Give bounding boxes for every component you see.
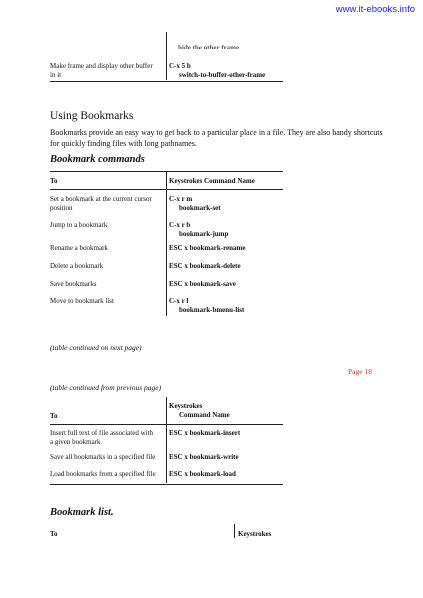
cont-header-keystrokes: Keystrokes (169, 402, 203, 410)
cont-header-keys (169, 402, 230, 420)
top-row-keystrokes: C-x 5 b (169, 62, 191, 70)
bookmark-list-title: Bookmark list. (50, 507, 114, 518)
section-paragraph: Bookmarks provide an easy way to get back to a particular place in a file. They are also handy shortcuts for quickly finding files with long pathnames. (50, 128, 383, 148)
bm-list-divider (234, 524, 235, 538)
bm-table-divider (166, 171, 167, 316)
top-row-keys (169, 62, 265, 80)
bm-row-1-command: bookmark-jump (179, 230, 229, 238)
bm-list-header-to: To (50, 530, 58, 538)
clipped-row-text: hide the other frame (178, 44, 240, 49)
bm-row-0-to (50, 195, 152, 213)
bm-row-1-keystrokes: C-x r b (169, 221, 191, 229)
bm-row-0-keys (169, 195, 221, 213)
bm-row-0-command: bookmark-set (179, 204, 221, 212)
cont-row-0-keys: ESC x bookmark-insert (169, 429, 241, 437)
top-row-to-line1: Make frame and display other buffer (50, 62, 153, 70)
top-row-to (50, 62, 153, 80)
bm-header-to: To (50, 177, 58, 185)
cont-row-0-to-line2: a given bookmark (50, 438, 101, 446)
bm-row-3-keys: ESC x bookmark-delete (169, 262, 241, 270)
bm-row-5-to: Move to bookmark list (50, 297, 114, 305)
bm-row-2-to: Rename a bookmark (50, 244, 108, 252)
bm-row-4-keys: ESC x bookmark-save (169, 280, 236, 288)
bm-row-4-to: Save bookmarks (50, 280, 97, 288)
cont-row-1-keys: ESC x bookmark-write (169, 453, 239, 461)
table-continued-prev-note: (table continued from previous page) (50, 383, 162, 392)
bm-row-2-keys: ESC x bookmark-rename (169, 244, 246, 252)
bm-row-5-keys (169, 297, 244, 315)
cont-row-0-to-line1: Insert full text of file associated with (50, 429, 154, 437)
bm-row-1-to: Jump to a bookmark (50, 221, 108, 229)
bm-header-keys: Keystrokes Command Name (169, 177, 255, 185)
bm-row-0-keystrokes: C-x r m (169, 195, 193, 203)
top-row-to-line2: in it (50, 71, 62, 79)
bm-row-5-command: bookmark-bmenu-list (179, 306, 245, 314)
cont-header-to: To (50, 412, 58, 420)
cont-row-2-keys: ESC x bookmark-load (169, 470, 236, 478)
bm-row-1-keys (169, 221, 228, 239)
top-table-divider (166, 32, 167, 80)
cont-row-1-to: Save all bookmarks in a specified file (50, 453, 156, 461)
page-number: Page 18 (348, 367, 372, 376)
table-continued-next-note: (table continued on next page) (50, 343, 142, 352)
cont-row-0-to (50, 429, 153, 447)
cont-table-header-rule (50, 424, 283, 425)
section-title: Using Bookmarks (50, 110, 134, 122)
bm-list-header-keys: Keystrokes (238, 530, 272, 538)
bookmark-commands-title: Bookmark commands (50, 154, 145, 165)
top-row-command: switch-to-buffer-other-frame (179, 71, 266, 79)
cont-header-command-name: Command Name (179, 411, 230, 419)
bm-row-0-to-line1: Set a bookmark at the current cursor (50, 195, 152, 203)
cont-table-bottom-rule (50, 484, 283, 485)
bm-row-3-to: Delete a bookmark (50, 262, 104, 270)
site-url-link[interactable]: www.it-ebooks.info (335, 4, 415, 15)
top-table-bottom-rule (50, 81, 283, 82)
cont-table-divider (166, 397, 167, 483)
bm-row-5-keystrokes: C-x r l (169, 297, 189, 305)
cont-row-2-to: Load bookmarks from a specified file (50, 470, 156, 478)
bm-row-0-to-line2: position (50, 204, 73, 212)
